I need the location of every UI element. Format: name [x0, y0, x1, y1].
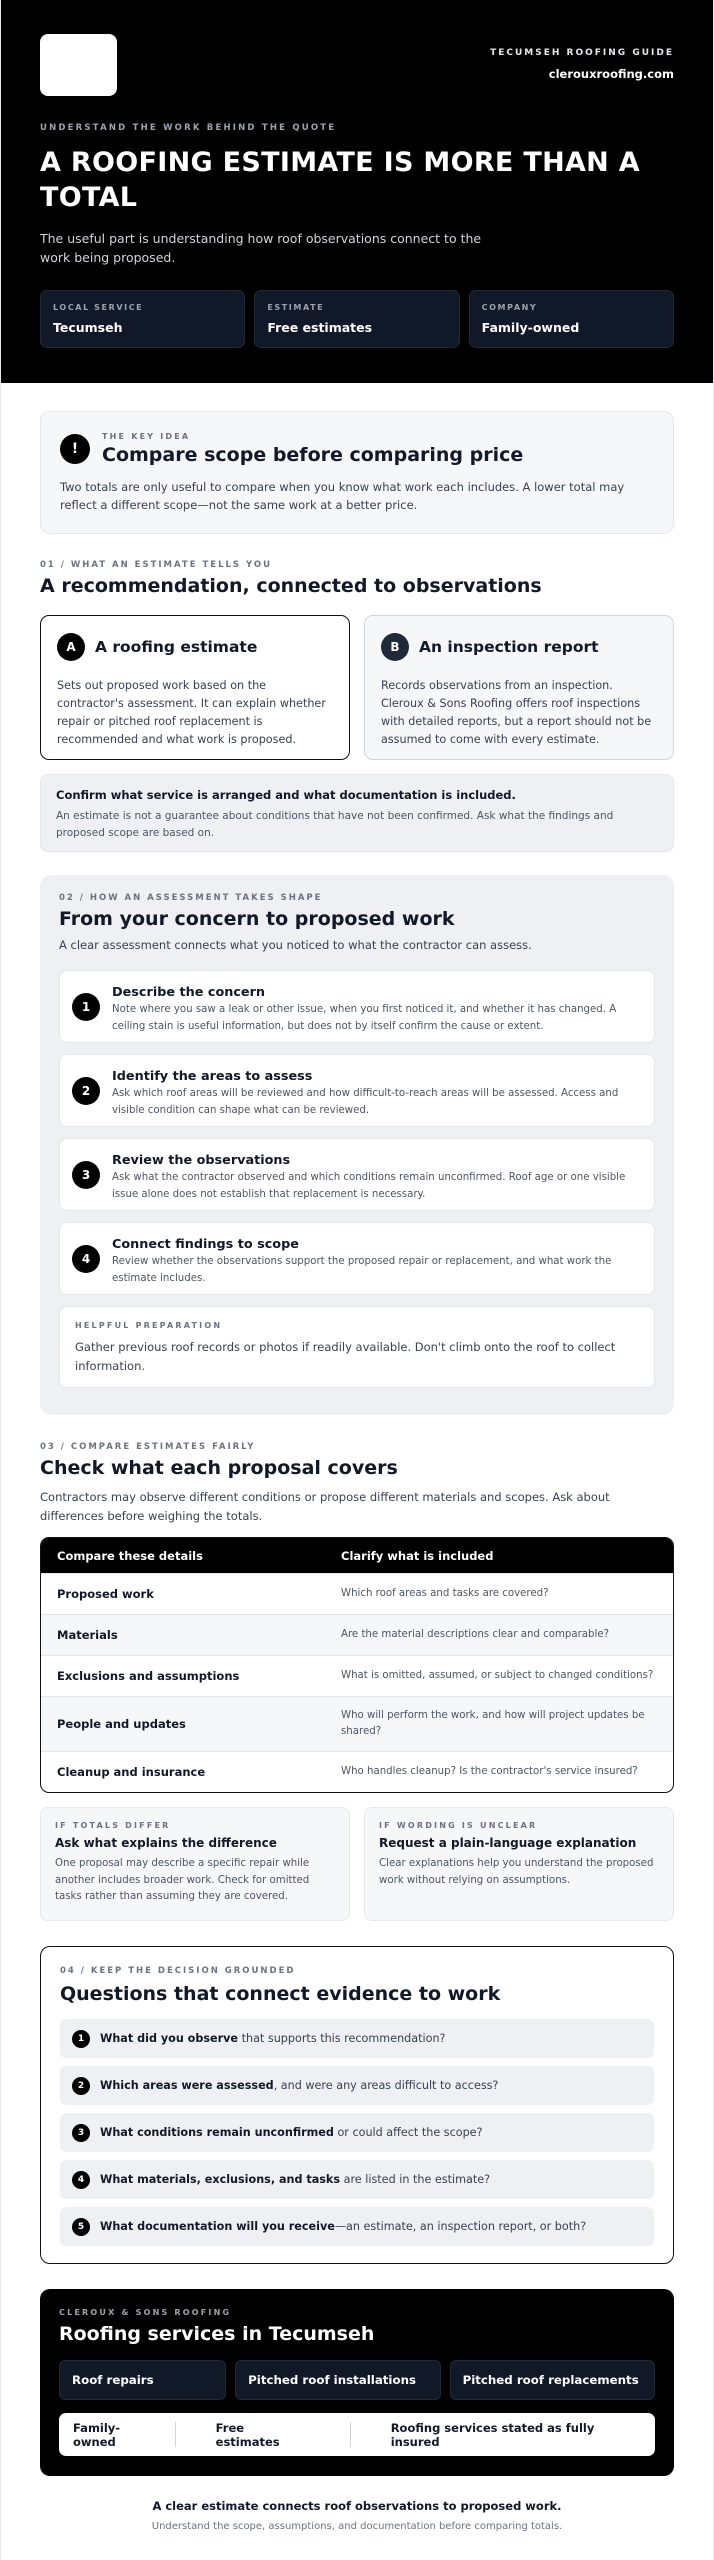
section-title: From your concern to proposed work [59, 908, 455, 930]
card-text: Records observations from an inspection. Cleroux & Sons Roofing offers roof inspections with detailed reports, but a report should not be assumed to come with every estimate. [381, 679, 652, 746]
section-eyebrow: 01 / WHAT AN ESTIMATE TELLS YOU [40, 560, 272, 570]
hero-lede: The useful part is understanding how roof observations connect to the work being proposed. [40, 231, 482, 265]
service-pitched-replacements[interactable]: Pitched roof replacements [450, 2360, 655, 2400]
question-rest: are listed in the estimate? [340, 2173, 491, 2186]
step-title: Describe the concern [112, 985, 266, 1000]
key-idea-text: Two totals are only useful to compare when you know what work each includes. A lower total may reflect a different scope—not the same work at a better price. [60, 480, 625, 512]
column-header: Compare these details [57, 1548, 203, 1563]
tip-eyebrow: IF TOTALS DIFFER [55, 1821, 171, 1830]
step-text: Ask which roof areas will be reviewed and how difficult-to-reach areas will be assessed. Access and visible condition can shape what can be reviewed. [112, 1088, 619, 1116]
question-number: 3 [72, 2124, 90, 2142]
question-bold: What did you observe [100, 2032, 239, 2045]
fact-label: ESTIMATE [267, 303, 325, 312]
tip-eyebrow: IF WORDING IS UNCLEAR [379, 1821, 538, 1830]
prep-text: Gather previous roof records or photos if readily available. Don't climb onto the roof to collect information. [75, 1340, 616, 1373]
step-4 [59, 1222, 655, 1295]
question-bold: What materials, exclusions, and tasks [100, 2173, 341, 2186]
table-row [41, 1573, 673, 1614]
step-text: Note where you saw a leak or other issue, when you first noticed it, and whether it has changed. A ceiling stain is useful information, but does not by itself confirm the cause or extent. [112, 1004, 617, 1032]
question-item [60, 2207, 654, 2246]
row-clarify: Which roof areas and tasks are covered? [341, 1588, 549, 1599]
question-number: 4 [72, 2171, 90, 2189]
row-detail: Proposed work [57, 1587, 154, 1601]
row-detail: Exclusions and assumptions [57, 1669, 240, 1683]
question-rest: —an estimate, an inspection report, or both? [334, 2220, 587, 2233]
step-1 [59, 970, 655, 1043]
section-eyebrow: 02 / HOW AN ASSESSMENT TAKES SHAPE [59, 893, 323, 903]
services-title: Roofing services in Tecumseh [59, 2323, 375, 2345]
section-estimate [40, 560, 674, 852]
exclamation-icon: ! [60, 434, 90, 464]
badge-family-owned: Family-owned [73, 2420, 121, 2449]
tips-row [40, 1807, 674, 1921]
fact-value: Tecumseh [53, 320, 123, 335]
question-item [60, 2160, 654, 2199]
section-questions [40, 1946, 674, 2264]
question-item [60, 2113, 654, 2152]
service-pitched-installations[interactable]: Pitched roof installations [235, 2360, 440, 2400]
step-2 [59, 1054, 655, 1127]
badge-b-icon: B [381, 633, 409, 661]
badge-a-icon: A [57, 633, 85, 661]
row-detail: Materials [57, 1628, 118, 1642]
section-eyebrow: 03 / COMPARE ESTIMATES FAIRLY [40, 1442, 256, 1452]
tip-totals-differ [40, 1807, 350, 1921]
section-title: A recommendation, connected to observations [40, 575, 542, 597]
question-item [60, 2019, 654, 2058]
section-compare [40, 1442, 674, 1921]
step-number: 3 [72, 1161, 100, 1189]
key-idea-eyebrow: THE KEY IDEA [102, 432, 191, 441]
fact-company [469, 290, 674, 348]
guide-label: TECUMSEH ROOFING GUIDE [490, 48, 674, 58]
question-rest: , and were any areas difficult to access? [273, 2079, 499, 2092]
tip-title: Ask what explains the difference [55, 1836, 277, 1850]
step-number: 2 [72, 1077, 100, 1105]
card-title: A roofing estimate [95, 638, 258, 656]
question-item [60, 2066, 654, 2105]
step-title: Identify the areas to assess [112, 1069, 313, 1084]
step-text: Ask what the contractor observed and which conditions remain unconfirmed. Roof age or one visible issue alone does not establish that replacement is necessary. [112, 1172, 626, 1200]
step-number: 4 [72, 1245, 100, 1273]
question-number: 2 [72, 2077, 90, 2095]
tip-text: One proposal may describe a specific repair while another includes broader work. Check for omitted tasks rather than assuming they are covered. [55, 1858, 310, 1902]
question-number: 5 [72, 2218, 90, 2236]
card-text: Sets out proposed work based on the contractor's assessment. It can explain whether repair or pitched roof replacement is recommended and what work is proposed. [57, 679, 326, 746]
step-title: Connect findings to scope [112, 1237, 299, 1252]
question-bold: What documentation will you receive [100, 2220, 335, 2233]
footer-sub: Understand the scope, assumptions, and documentation before comparing totals. [151, 2521, 563, 2532]
fact-value: Family-owned [481, 320, 580, 335]
hero-header [1, 0, 713, 383]
fact-estimate [254, 290, 459, 348]
page-title: A ROOFING ESTIMATE IS MORE THAN A TOTAL [40, 147, 640, 213]
step-3 [59, 1138, 655, 1211]
compare-table [40, 1537, 674, 1793]
step-title: Review the observations [112, 1153, 291, 1168]
company-logo[interactable] [40, 34, 117, 96]
table-row [41, 1751, 673, 1792]
section-title: Check what each proposal covers [40, 1457, 398, 1479]
fact-cards [40, 290, 674, 348]
brand-top [490, 48, 674, 81]
question-number: 1 [72, 2030, 90, 2048]
row-detail: Cleanup and insurance [57, 1765, 206, 1779]
column-header: Clarify what is included [341, 1548, 494, 1563]
card-title: An inspection report [419, 638, 599, 656]
service-roof-repairs[interactable]: Roof repairs [59, 2360, 226, 2400]
prep-eyebrow: HELPFUL PREPARATION [75, 1321, 223, 1330]
fact-local-service [40, 290, 245, 348]
table-header [41, 1538, 673, 1573]
section-intro: A clear assessment connects what you noticed to what the contractor can assess. [59, 938, 532, 952]
question-bold: Which areas were assessed [100, 2079, 274, 2092]
question-rest: that supports this recommendation? [238, 2032, 446, 2045]
note-text: An estimate is not a guarantee about conditions that have not been confirmed. Ask what the findings and proposed scope are based on. [56, 810, 614, 839]
section-title: Questions that connect evidence to work [60, 1983, 501, 2005]
question-bold: What conditions remain unconfirmed [100, 2126, 334, 2139]
note-title: Confirm what service is arranged and what documentation is included. [56, 788, 516, 802]
fact-value: Free estimates [267, 320, 373, 335]
trust-badges [59, 2413, 655, 2456]
services-eyebrow: CLEROUX & SONS ROOFING [59, 2308, 232, 2317]
tip-wording-unclear [364, 1807, 674, 1921]
row-clarify: What is omitted, assumed, or subject to changed conditions? [341, 1670, 654, 1681]
badge-insured: Roofing services stated as fully insured [350, 2422, 655, 2447]
section-services [40, 2289, 674, 2476]
hero-eyebrow: UNDERSTAND THE WORK BEHIND THE QUOTE [40, 123, 337, 133]
key-idea-box [40, 411, 674, 534]
row-clarify: Are the material descriptions clear and comparable? [341, 1629, 609, 1640]
page-footer [40, 2476, 674, 2532]
row-detail: People and updates [57, 1717, 186, 1731]
table-row [41, 1614, 673, 1655]
main-content [1, 383, 713, 2532]
question-rest: or could affect the scope? [333, 2126, 483, 2139]
step-number: 1 [72, 993, 100, 1021]
site-link[interactable]: clerouxroofing.com [548, 67, 674, 81]
section-intro: Contractors may observe different conditions or propose different materials and scopes. Ask about differences before weighing the totals. [40, 1490, 610, 1523]
card-inspection-report [364, 615, 674, 760]
confirm-note [40, 774, 674, 852]
section-eyebrow: 04 / KEEP THE DECISION GROUNDED [60, 1966, 296, 1976]
row-clarify: Who handles cleanup? Is the contractor's service insured? [341, 1766, 638, 1777]
table-row [41, 1655, 673, 1696]
service-list [59, 2360, 655, 2400]
tip-title: Request a plain-language explanation [379, 1836, 637, 1850]
key-idea-title: Compare scope before comparing price [102, 444, 524, 466]
section-assessment [40, 875, 674, 1415]
step-text: Review whether the observations support the proposed repair or replacement, and what work the estimate includes. [112, 1256, 612, 1284]
table-row [41, 1696, 673, 1751]
row-clarify: Who will perform the work, and how will project updates be shared? [341, 1710, 645, 1737]
tip-text: Clear explanations help you understand the proposed work without relying on assumptions. [379, 1858, 654, 1886]
fact-label: LOCAL SERVICE [53, 303, 144, 312]
helpful-preparation [59, 1306, 655, 1388]
card-roofing-estimate [40, 615, 350, 760]
footer-bold: A clear estimate connects roof observations to proposed work. [152, 2499, 562, 2513]
fact-label: COMPANY [481, 303, 538, 312]
badge-free-estimates: Free estimates [175, 2422, 350, 2447]
